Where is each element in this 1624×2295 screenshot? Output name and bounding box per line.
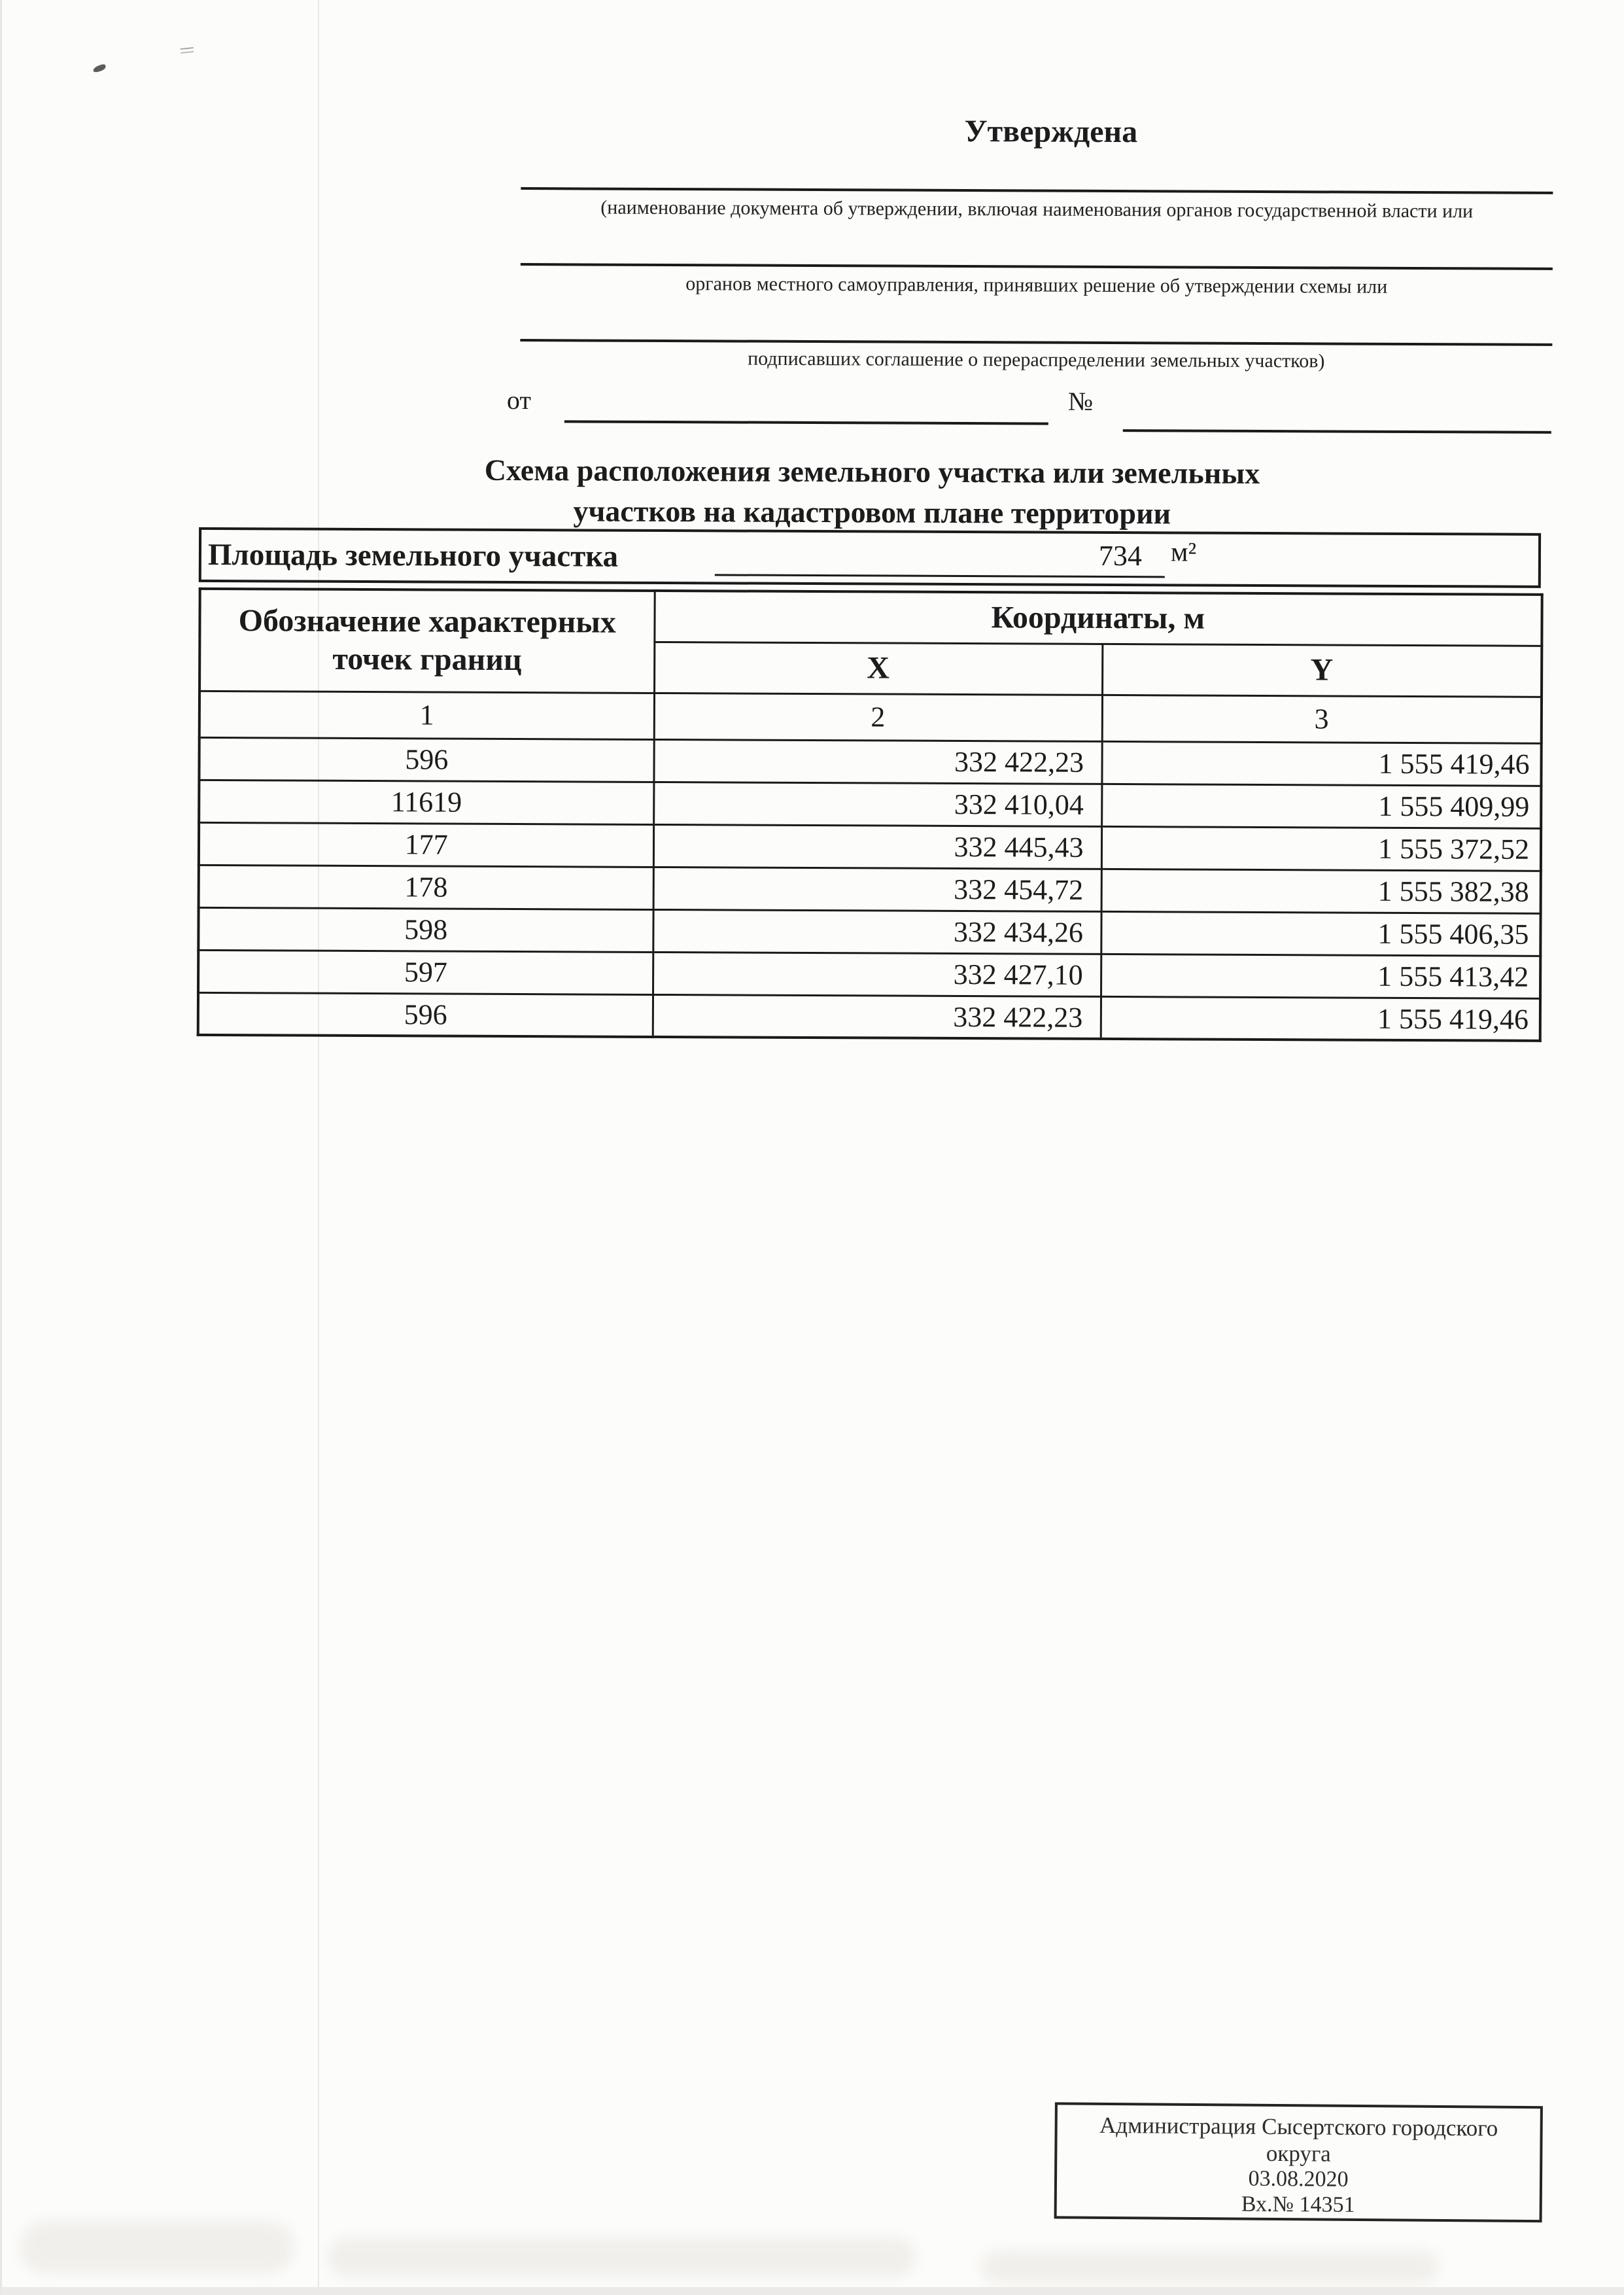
- point-cell: 597: [198, 950, 653, 994]
- registration-stamp: [1054, 2102, 1543, 2222]
- coords-header: Координаты, м: [654, 591, 1542, 646]
- point-cell: 11619: [199, 780, 653, 824]
- col-number-2: 2: [654, 693, 1102, 741]
- stamp-org-line2: округа: [1266, 2140, 1331, 2167]
- x-cell: 332 422,23: [653, 739, 1101, 784]
- stamp-date: 03.08.2020: [1248, 2166, 1349, 2192]
- y-cell: 1 555 419,46: [1101, 996, 1540, 1041]
- approval-caption-1: (наименование документа об утверждении, включая наименования органов государственной власти или: [600, 196, 1474, 222]
- document-title-line1: Схема расположения земельного участка или земельных: [484, 453, 1260, 490]
- column-numbers-row: [199, 691, 1542, 743]
- approval-rule-3: [520, 339, 1552, 346]
- point-cell: 178: [199, 865, 653, 909]
- point-cell: 598: [198, 907, 653, 952]
- number-blank-line: [1123, 429, 1551, 434]
- approval-rule-1: [521, 187, 1553, 194]
- area-unit: м²: [1170, 537, 1197, 568]
- point-cell: 596: [198, 992, 653, 1037]
- col1-header-line2: точек границ: [332, 642, 522, 678]
- stamp-reg-number: Вх.№ 14351: [1241, 2192, 1355, 2217]
- table-row: [199, 737, 1541, 786]
- table-row: [199, 822, 1541, 871]
- x-cell: 332 454,72: [653, 867, 1101, 911]
- from-label: от: [506, 385, 532, 415]
- approval-caption-2: органов местного самоуправления, принявших решение об утверждении схемы или: [685, 273, 1388, 298]
- document-title: [199, 449, 1546, 536]
- x-cell: 332 410,04: [653, 782, 1101, 826]
- point-cell: 596: [199, 737, 653, 782]
- from-blank-line: [564, 420, 1048, 425]
- col-number-3: 3: [1102, 695, 1542, 743]
- col1-header: [199, 589, 655, 693]
- stamp-org-line1: Администрация Сысертского городского: [1099, 2112, 1498, 2141]
- y-cell: 1 555 419,46: [1101, 741, 1541, 786]
- x-header: X: [654, 642, 1102, 695]
- area-value: 734: [1098, 539, 1143, 572]
- y-cell: 1 555 382,38: [1101, 869, 1541, 913]
- approval-rule-2: [521, 263, 1553, 270]
- x-cell: 332 422,23: [653, 994, 1101, 1039]
- area-value-underline: [715, 574, 1165, 578]
- table-row: [198, 992, 1540, 1041]
- area-table: [199, 527, 1541, 588]
- number-label: №: [1067, 386, 1094, 416]
- x-cell: 332 434,26: [653, 909, 1101, 954]
- approved-heading: Утверждена: [964, 114, 1138, 150]
- point-cell: 177: [199, 822, 653, 867]
- y-cell: 1 555 413,42: [1101, 954, 1540, 998]
- y-cell: 1 555 372,52: [1101, 826, 1541, 871]
- x-cell: 332 427,10: [653, 952, 1101, 996]
- col1-header-line1: Обозначение характерных: [238, 603, 616, 640]
- approval-caption-3: подписавших соглашение о перераспределении земельных участков): [748, 347, 1325, 372]
- table-row: [198, 907, 1540, 956]
- table-row: [198, 950, 1540, 998]
- document-title-line2: участков на кадастровом плане территории: [573, 494, 1171, 531]
- area-label: Площадь земельного участка: [207, 537, 619, 574]
- table-row: [199, 780, 1541, 828]
- y-cell: 1 555 409,99: [1101, 784, 1541, 828]
- table-header-row: [199, 589, 1542, 646]
- y-cell: 1 555 406,35: [1101, 911, 1540, 956]
- table-row: [199, 865, 1541, 913]
- x-cell: 332 445,43: [653, 824, 1101, 869]
- y-header: Y: [1102, 644, 1542, 697]
- coordinates-table: [197, 587, 1544, 1042]
- col-number-1: 1: [199, 691, 654, 739]
